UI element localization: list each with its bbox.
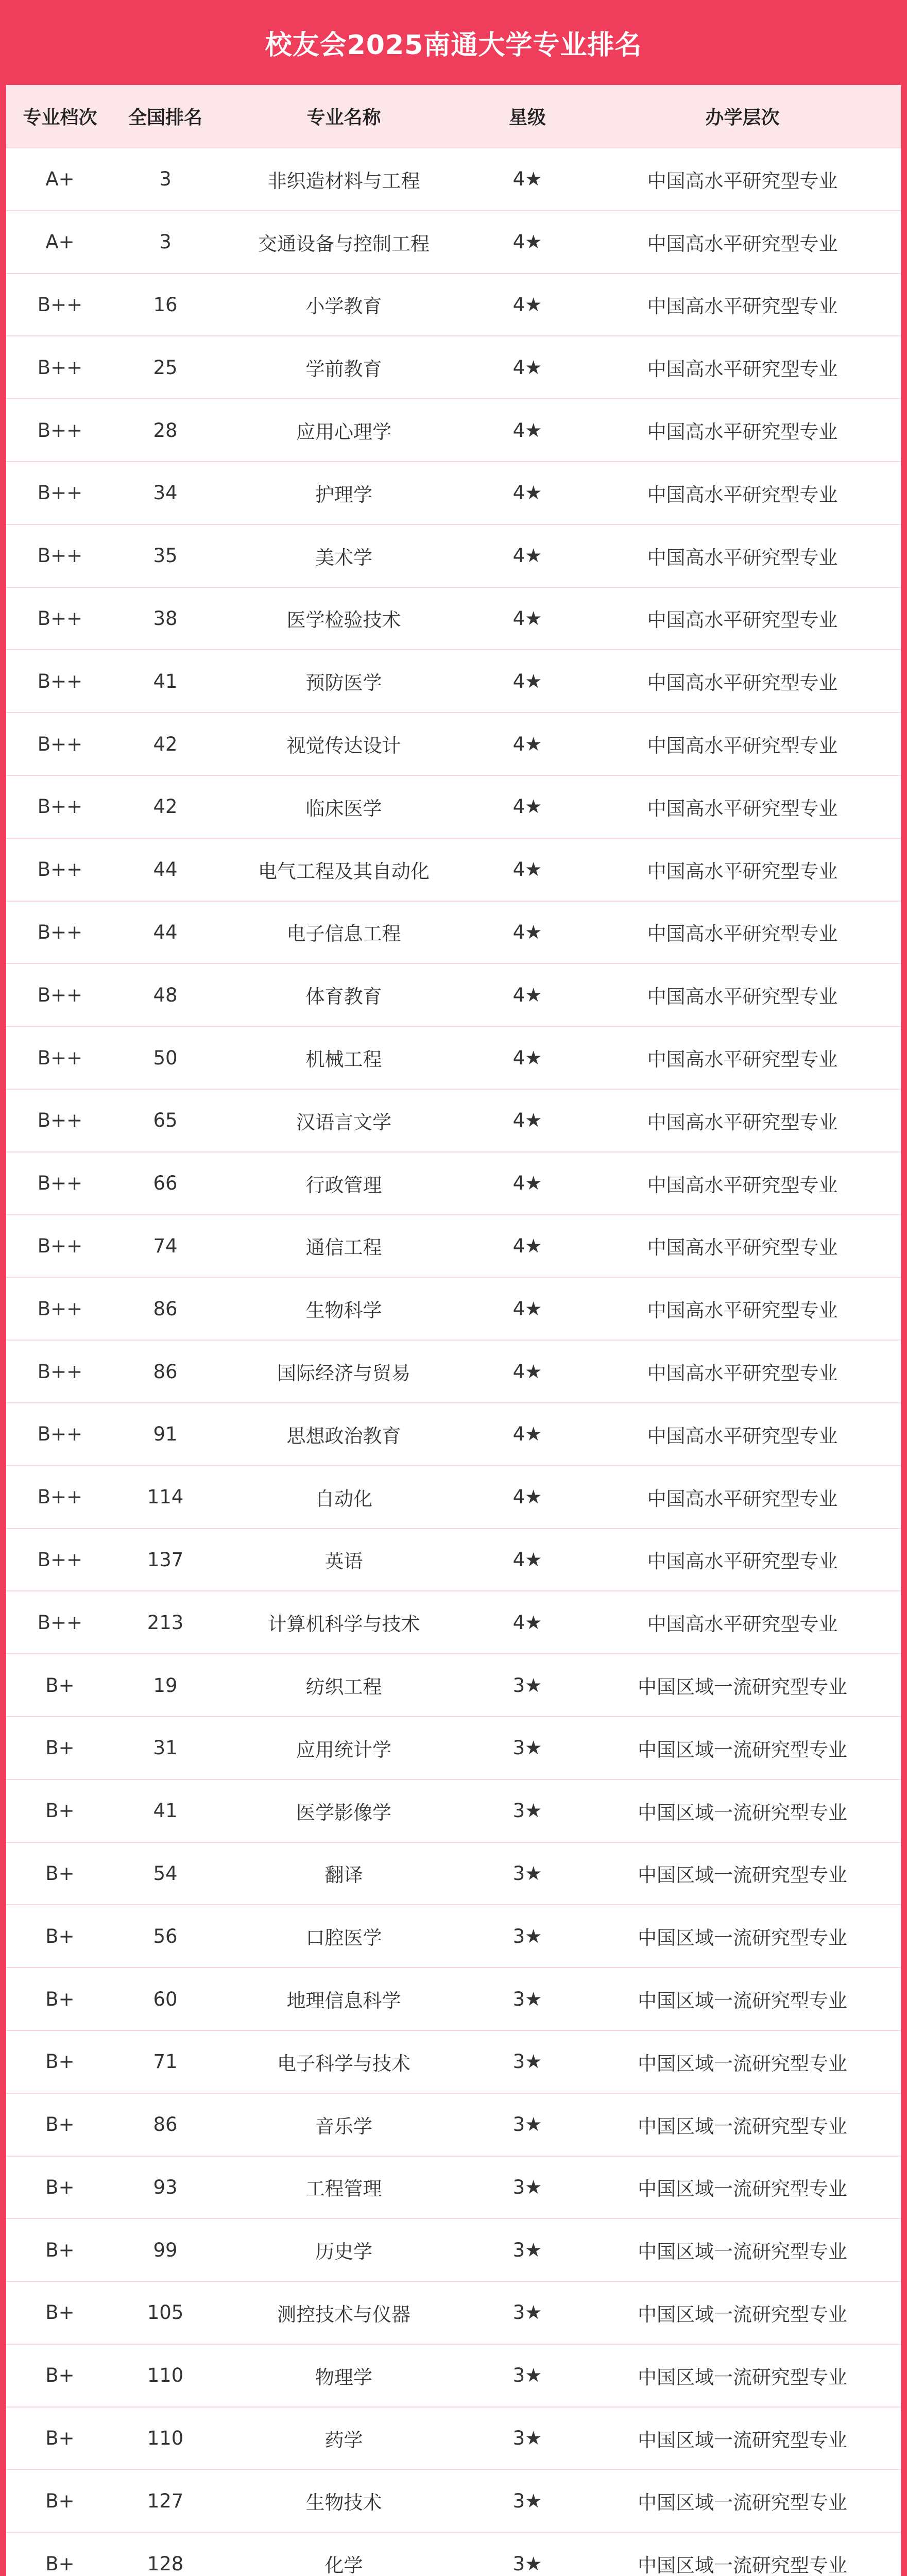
cell-major-name: 药学	[217, 2407, 471, 2470]
cell-major-name: 测控技术与仪器	[217, 2281, 471, 2344]
cell-major-name: 行政管理	[217, 1152, 471, 1215]
cell-grade: B++	[6, 1403, 114, 1466]
cell-star-level: 3★	[471, 1717, 584, 1780]
table-row	[6, 2407, 901, 2470]
header-row	[6, 85, 901, 148]
cell-grade: B++	[6, 399, 114, 462]
cell-grade: B++	[6, 1026, 114, 1089]
cell-star-level: 4★	[471, 1215, 584, 1278]
header-program-level: 办学层次	[705, 107, 780, 128]
cell-program-level: 中国高水平研究型专业	[584, 1215, 901, 1278]
cell-major-name: 物理学	[217, 2344, 471, 2407]
cell-star-level: 4★	[471, 336, 584, 399]
table-row	[6, 211, 901, 274]
cell-grade: B++	[6, 1152, 114, 1215]
cell-major-name: 生物技术	[217, 2469, 471, 2532]
cell-star-level: 3★	[471, 2030, 584, 2093]
cell-program-level: 中国区域一流研究型专业	[584, 2218, 901, 2281]
cell-star-level: 4★	[471, 587, 584, 650]
cell-grade: B++	[6, 838, 114, 901]
table-row	[6, 1529, 901, 1591]
cell-national-rank: 137	[114, 1529, 217, 1591]
cell-grade: B++	[6, 901, 114, 964]
cell-program-level: 中国高水平研究型专业	[584, 399, 901, 462]
cell-star-level: 3★	[471, 2469, 584, 2532]
cell-program-level: 中国高水平研究型专业	[584, 713, 901, 775]
cell-star-level: 4★	[471, 775, 584, 838]
cell-national-rank: 28	[114, 399, 217, 462]
cell-star-level: 4★	[471, 838, 584, 901]
cell-grade: B++	[6, 1277, 114, 1340]
table-row	[6, 1466, 901, 1529]
table-row	[6, 1968, 901, 2030]
cell-national-rank: 86	[114, 1277, 217, 1340]
cell-major-name: 电子信息工程	[217, 901, 471, 964]
cell-major-name: 机械工程	[217, 1026, 471, 1089]
cell-grade: A+	[6, 211, 114, 274]
cell-grade: B+	[6, 1968, 114, 2030]
table-row	[6, 336, 901, 399]
table-row	[6, 1026, 901, 1089]
cell-national-rank: 3	[114, 148, 217, 211]
table-row	[6, 1654, 901, 1717]
ranking-table	[6, 85, 901, 2576]
cell-star-level: 3★	[471, 1654, 584, 1717]
table-row	[6, 1277, 901, 1340]
cell-grade: B+	[6, 2532, 114, 2576]
table-row	[6, 713, 901, 775]
cell-national-rank: 42	[114, 713, 217, 775]
table-row	[6, 2344, 901, 2407]
cell-major-name: 计算机科学与技术	[217, 1591, 471, 1654]
table-row	[6, 963, 901, 1026]
cell-program-level: 中国高水平研究型专业	[584, 1591, 901, 1654]
cell-program-level: 中国区域一流研究型专业	[584, 2030, 901, 2093]
cell-star-level: 3★	[471, 1780, 584, 1842]
page-title: 校友会2025南通大学专业排名	[265, 30, 642, 61]
cell-program-level: 中国区域一流研究型专业	[584, 1717, 901, 1780]
cell-grade: B++	[6, 587, 114, 650]
cell-star-level: 4★	[471, 1089, 584, 1152]
cell-program-level: 中国区域一流研究型专业	[584, 2407, 901, 2470]
cell-star-level: 4★	[471, 148, 584, 211]
cell-major-name: 翻译	[217, 1842, 471, 1905]
cell-star-level: 4★	[471, 1591, 584, 1654]
header-star-level: 星级	[508, 107, 546, 128]
cell-national-rank: 56	[114, 1905, 217, 1968]
cell-star-level: 4★	[471, 1277, 584, 1340]
cell-major-name: 化学	[217, 2532, 471, 2576]
cell-program-level: 中国高水平研究型专业	[584, 650, 901, 713]
cell-national-rank: 50	[114, 1026, 217, 1089]
table-row	[6, 2281, 901, 2344]
cell-national-rank: 99	[114, 2218, 217, 2281]
cell-major-name: 临床医学	[217, 775, 471, 838]
cell-program-level: 中国高水平研究型专业	[584, 1466, 901, 1529]
table-row	[6, 1152, 901, 1215]
cell-national-rank: 110	[114, 2407, 217, 2470]
table-row	[6, 587, 901, 650]
cell-grade: B++	[6, 1466, 114, 1529]
cell-star-level: 3★	[471, 2156, 584, 2219]
cell-program-level: 中国高水平研究型专业	[584, 901, 901, 964]
cell-program-level: 中国区域一流研究型专业	[584, 2469, 901, 2532]
cell-major-name: 非织造材料与工程	[217, 148, 471, 211]
cell-major-name: 纺织工程	[217, 1654, 471, 1717]
cell-program-level: 中国高水平研究型专业	[584, 1340, 901, 1403]
table-row	[6, 650, 901, 713]
cell-program-level: 中国高水平研究型专业	[584, 1026, 901, 1089]
cell-major-name: 应用统计学	[217, 1717, 471, 1780]
cell-national-rank: 86	[114, 2093, 217, 2156]
cell-grade: B+	[6, 1717, 114, 1780]
cell-grade: B++	[6, 524, 114, 587]
cell-program-level: 中国高水平研究型专业	[584, 336, 901, 399]
table-row	[6, 2030, 901, 2093]
cell-national-rank: 44	[114, 901, 217, 964]
table-header	[6, 85, 901, 148]
table-row	[6, 901, 901, 964]
cell-star-level: 3★	[471, 1968, 584, 2030]
cell-major-name: 美术学	[217, 524, 471, 587]
cell-grade: B++	[6, 1591, 114, 1654]
header-major-name: 专业名称	[306, 107, 381, 128]
cell-grade: B+	[6, 2281, 114, 2344]
cell-grade: B++	[6, 775, 114, 838]
cell-national-rank: 71	[114, 2030, 217, 2093]
table-row	[6, 1215, 901, 1278]
cell-national-rank: 34	[114, 462, 217, 524]
cell-national-rank: 41	[114, 650, 217, 713]
table-row	[6, 2218, 901, 2281]
cell-grade: B++	[6, 713, 114, 775]
cell-national-rank: 38	[114, 587, 217, 650]
cell-national-rank: 114	[114, 1466, 217, 1529]
cell-program-level: 中国区域一流研究型专业	[584, 2093, 901, 2156]
cell-major-name: 小学教育	[217, 274, 471, 336]
cell-star-level: 4★	[471, 901, 584, 964]
cell-major-name: 电子科学与技术	[217, 2030, 471, 2093]
table-row	[6, 1089, 901, 1152]
cell-grade: B+	[6, 2407, 114, 2470]
cell-grade: B+	[6, 2469, 114, 2532]
cell-grade: A+	[6, 148, 114, 211]
cell-program-level: 中国高水平研究型专业	[584, 462, 901, 524]
cell-program-level: 中国高水平研究型专业	[584, 274, 901, 336]
cell-grade: B+	[6, 2030, 114, 2093]
cell-grade: B++	[6, 1529, 114, 1591]
cell-national-rank: 16	[114, 274, 217, 336]
table-row	[6, 1905, 901, 1968]
cell-national-rank: 42	[114, 775, 217, 838]
cell-major-name: 自动化	[217, 1466, 471, 1529]
cell-grade: B++	[6, 963, 114, 1026]
cell-national-rank: 110	[114, 2344, 217, 2407]
cell-grade: B++	[6, 1340, 114, 1403]
table-row	[6, 148, 901, 211]
cell-grade: B++	[6, 650, 114, 713]
cell-grade: B+	[6, 1654, 114, 1717]
cell-program-level: 中国高水平研究型专业	[584, 775, 901, 838]
cell-national-rank: 65	[114, 1089, 217, 1152]
table-row	[6, 2469, 901, 2532]
cell-major-name: 学前教育	[217, 336, 471, 399]
table-row	[6, 1403, 901, 1466]
cell-program-level: 中国区域一流研究型专业	[584, 1842, 901, 1905]
table-row	[6, 775, 901, 838]
cell-star-level: 4★	[471, 1403, 584, 1466]
cell-grade: B++	[6, 1215, 114, 1278]
table-row	[6, 1591, 901, 1654]
cell-grade: B+	[6, 2218, 114, 2281]
cell-star-level: 3★	[471, 1905, 584, 1968]
cell-star-level: 4★	[471, 713, 584, 775]
table-row	[6, 524, 901, 587]
cell-grade: B++	[6, 1089, 114, 1152]
cell-grade: B+	[6, 2093, 114, 2156]
table-row	[6, 2532, 901, 2576]
table-row	[6, 1842, 901, 1905]
cell-program-level: 中国高水平研究型专业	[584, 1089, 901, 1152]
cell-program-level: 中国区域一流研究型专业	[584, 1905, 901, 1968]
cell-major-name: 通信工程	[217, 1215, 471, 1278]
cell-program-level: 中国高水平研究型专业	[584, 148, 901, 211]
cell-star-level: 3★	[471, 2093, 584, 2156]
cell-program-level: 中国区域一流研究型专业	[584, 1780, 901, 1842]
cell-major-name: 思想政治教育	[217, 1403, 471, 1466]
cell-major-name: 口腔医学	[217, 1905, 471, 1968]
cell-major-name: 交通设备与控制工程	[217, 211, 471, 274]
cell-major-name: 医学检验技术	[217, 587, 471, 650]
cell-major-name: 电气工程及其自动化	[217, 838, 471, 901]
cell-national-rank: 127	[114, 2469, 217, 2532]
cell-star-level: 4★	[471, 274, 584, 336]
cell-major-name: 应用心理学	[217, 399, 471, 462]
cell-major-name: 工程管理	[217, 2156, 471, 2219]
cell-national-rank: 86	[114, 1340, 217, 1403]
header-grade: 专业档次	[23, 107, 97, 128]
cell-national-rank: 105	[114, 2281, 217, 2344]
cell-grade: B+	[6, 2156, 114, 2219]
cell-grade: B++	[6, 274, 114, 336]
cell-star-level: 3★	[471, 2281, 584, 2344]
cell-national-rank: 60	[114, 1968, 217, 2030]
cell-program-level: 中国区域一流研究型专业	[584, 2281, 901, 2344]
table-row	[6, 838, 901, 901]
cell-grade: B+	[6, 1905, 114, 1968]
cell-grade: B+	[6, 1780, 114, 1842]
cell-major-name: 生物科学	[217, 1277, 471, 1340]
cell-star-level: 4★	[471, 650, 584, 713]
cell-major-name: 医学影像学	[217, 1780, 471, 1842]
cell-major-name: 预防医学	[217, 650, 471, 713]
cell-program-level: 中国高水平研究型专业	[584, 963, 901, 1026]
cell-national-rank: 19	[114, 1654, 217, 1717]
cell-national-rank: 93	[114, 2156, 217, 2219]
cell-national-rank: 213	[114, 1591, 217, 1654]
table-row	[6, 1780, 901, 1842]
cell-program-level: 中国高水平研究型专业	[584, 838, 901, 901]
cell-program-level: 中国高水平研究型专业	[584, 1529, 901, 1591]
cell-program-level: 中国高水平研究型专业	[584, 1277, 901, 1340]
cell-program-level: 中国高水平研究型专业	[584, 587, 901, 650]
cell-star-level: 4★	[471, 399, 584, 462]
cell-major-name: 汉语言文学	[217, 1089, 471, 1152]
cell-major-name: 视觉传达设计	[217, 713, 471, 775]
cell-star-level: 4★	[471, 963, 584, 1026]
table-row	[6, 1340, 901, 1403]
table-row	[6, 274, 901, 336]
ranking-table-container	[6, 85, 901, 2576]
cell-star-level: 3★	[471, 2218, 584, 2281]
cell-star-level: 3★	[471, 2344, 584, 2407]
cell-star-level: 4★	[471, 1152, 584, 1215]
table-row	[6, 2093, 901, 2156]
cell-star-level: 3★	[471, 2532, 584, 2576]
table-row	[6, 462, 901, 524]
table-body	[6, 148, 901, 2576]
cell-major-name: 历史学	[217, 2218, 471, 2281]
cell-major-name: 体育教育	[217, 963, 471, 1026]
cell-program-level: 中国高水平研究型专业	[584, 1152, 901, 1215]
cell-program-level: 中国高水平研究型专业	[584, 524, 901, 587]
cell-major-name: 地理信息科学	[217, 1968, 471, 2030]
table-row	[6, 1717, 901, 1780]
cell-star-level: 4★	[471, 1340, 584, 1403]
cell-grade: B+	[6, 1842, 114, 1905]
cell-star-level: 4★	[471, 1026, 584, 1089]
cell-national-rank: 25	[114, 336, 217, 399]
cell-national-rank: 31	[114, 1717, 217, 1780]
cell-national-rank: 74	[114, 1215, 217, 1278]
cell-program-level: 中国高水平研究型专业	[584, 1403, 901, 1466]
cell-star-level: 3★	[471, 2407, 584, 2470]
cell-program-level: 中国区域一流研究型专业	[584, 1654, 901, 1717]
cell-national-rank: 48	[114, 963, 217, 1026]
cell-program-level: 中国区域一流研究型专业	[584, 2156, 901, 2219]
cell-national-rank: 66	[114, 1152, 217, 1215]
cell-program-level: 中国区域一流研究型专业	[584, 2532, 901, 2576]
cell-star-level: 4★	[471, 524, 584, 587]
cell-grade: B++	[6, 462, 114, 524]
table-row	[6, 399, 901, 462]
cell-major-name: 国际经济与贸易	[217, 1340, 471, 1403]
cell-program-level: 中国区域一流研究型专业	[584, 1968, 901, 2030]
cell-program-level: 中国区域一流研究型专业	[584, 2344, 901, 2407]
cell-national-rank: 91	[114, 1403, 217, 1466]
cell-star-level: 4★	[471, 462, 584, 524]
cell-national-rank: 54	[114, 1842, 217, 1905]
cell-grade: B++	[6, 336, 114, 399]
cell-major-name: 音乐学	[217, 2093, 471, 2156]
cell-national-rank: 44	[114, 838, 217, 901]
header-national-rank: 全国排名	[128, 107, 202, 128]
cell-grade: B+	[6, 2344, 114, 2407]
cell-program-level: 中国高水平研究型专业	[584, 211, 901, 274]
cell-star-level: 4★	[471, 1466, 584, 1529]
cell-national-rank: 41	[114, 1780, 217, 1842]
cell-national-rank: 35	[114, 524, 217, 587]
cell-major-name: 英语	[217, 1529, 471, 1591]
cell-star-level: 3★	[471, 1842, 584, 1905]
cell-star-level: 4★	[471, 1529, 584, 1591]
table-row	[6, 2156, 901, 2219]
cell-major-name: 护理学	[217, 462, 471, 524]
cell-national-rank: 3	[114, 211, 217, 274]
cell-national-rank: 128	[114, 2532, 217, 2576]
cell-star-level: 4★	[471, 211, 584, 274]
